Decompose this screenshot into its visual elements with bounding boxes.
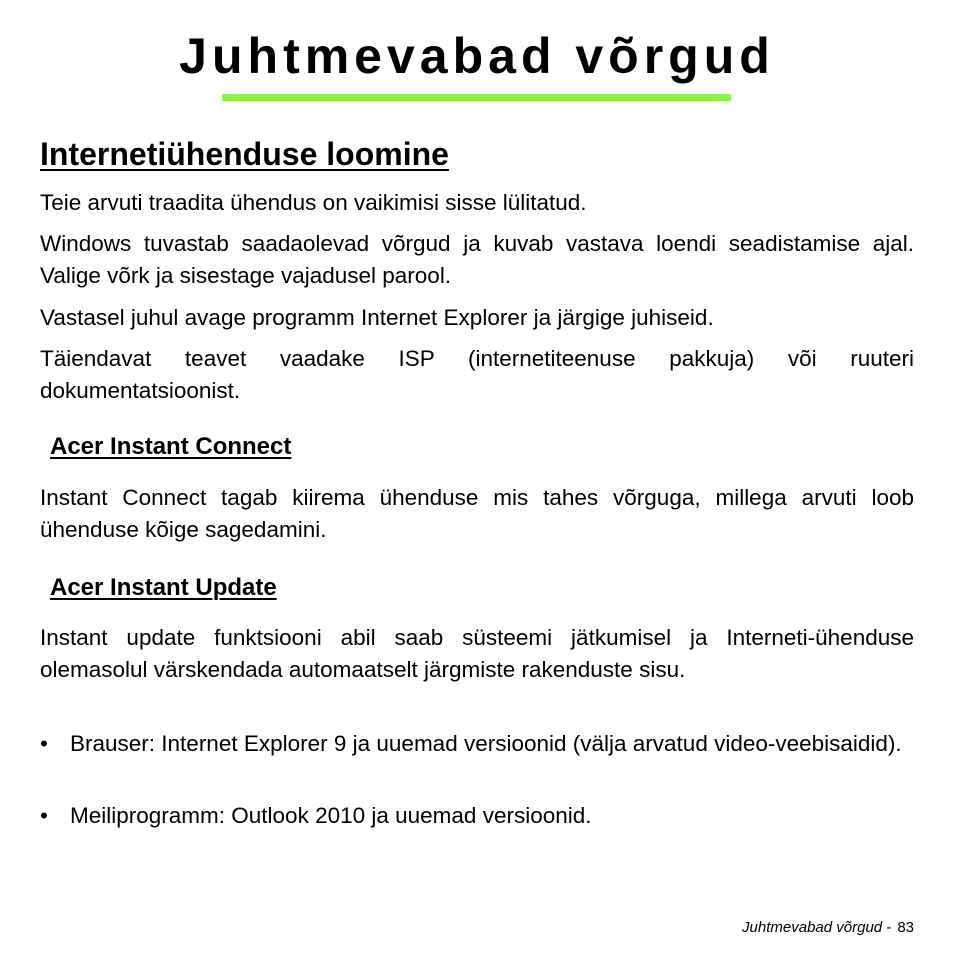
page-number: 83 <box>897 919 914 936</box>
instant-connect-paragraph: Instant Connect tagab kiirema ühenduse mis tahes võrguga, millega arvuti loob ühenduse kõige sagedamini. <box>40 485 914 542</box>
instant-update-paragraph: Instant update funktsiooni abil saab süsteemi jätkumisel ja Interneti-ühenduse olemasolul värskendada automaatselt järgmiste rakenduste sisu. <box>40 625 914 682</box>
section-heading: Internetiühenduse loomine <box>40 136 449 172</box>
list-item-text: Brauser: Internet Explorer 9 ja uuemad versioonid (välja arvatud video-veebisaidid). <box>70 731 902 756</box>
list-item-text: Meiliprogramm: Outlook 2010 ja uuemad versioonid. <box>70 803 592 828</box>
paragraph-3: Vastasel juhul avage programm Internet Explorer ja järgige juhiseid. <box>40 305 714 330</box>
instant-update-heading: Acer Instant Update <box>50 574 277 601</box>
footer-label: Juhtmevabad võrgud - <box>742 919 892 936</box>
list-item <box>40 728 914 760</box>
page-footer <box>742 918 914 938</box>
bullet-icon: • <box>40 731 48 756</box>
list-item <box>40 800 914 832</box>
title-underline-bar <box>222 94 731 101</box>
paragraph-2: Windows tuvastab saadaolevad võrgud ja kuvab vastava loendi seadistamise ajal. Valige võrk ja sisestage vajadusel parool. <box>40 231 914 288</box>
page-title: Juhtmevabad võrgud <box>179 28 775 84</box>
instant-connect-heading: Acer Instant Connect <box>50 433 292 460</box>
bullet-icon: • <box>40 803 48 828</box>
paragraph-1: Teie arvuti traadita ühendus on vaikimisi sisse lülitatud. <box>40 190 587 215</box>
paragraph-4: Täiendavat teavet vaadake ISP (internetiteenuse pakkuja) või ruuteri dokumentatsioonist. <box>40 346 914 403</box>
